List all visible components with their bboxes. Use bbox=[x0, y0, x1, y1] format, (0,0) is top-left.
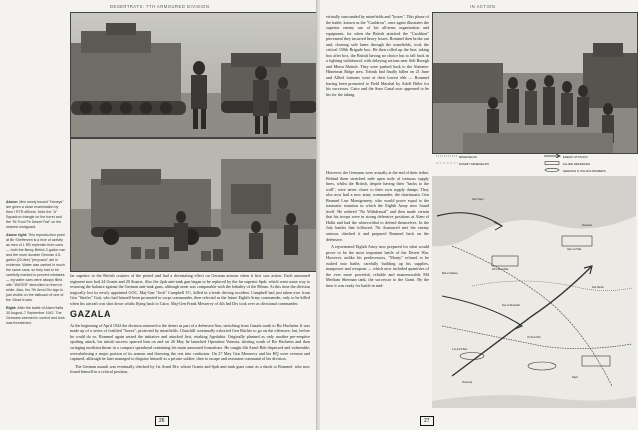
left-page bbox=[0, 0, 318, 430]
battle-map bbox=[432, 176, 636, 408]
enemy-attack-arrow-icon bbox=[544, 154, 562, 158]
legend-minefields-label: MINEFIELDS bbox=[458, 155, 477, 159]
right-top-column bbox=[326, 14, 429, 99]
right-paragraph-1: However, the Germans were actually at the end of their tether. Behind them stretched mile upon mile of tortuous supply lines, whilst the British, despite having their "backs to the wall", were never closer to their own supply dumps. They also now had a new army commander, the charismatic Gen Bernard Law Montgomery, who would prove equal to the traumatic situation in which the Eighth Army now found itself. He ordered "No Withdrawal" and then made certain that his troops were in strong defensive positions at Alam el Halfa and had the wherewithal to defend themselves. In the July battles that followed, 7th Armoured met the enemy armour, checked it and prepared Rommel back on the defensive. bbox=[326, 170, 429, 242]
legend-enemy-attacks-label: ENEMY ATTACKS bbox=[562, 155, 588, 159]
map-legend bbox=[432, 153, 636, 175]
minefields-icon bbox=[436, 154, 458, 158]
legend-german-italian-label: GERMAN & ITALIAN PANZERS bbox=[562, 169, 606, 173]
legend-enemy-attacks bbox=[544, 154, 588, 159]
caption-above-lead: Above: bbox=[6, 200, 19, 204]
map-label-ragil: Ragil bbox=[572, 376, 578, 379]
legend-minefields bbox=[436, 154, 477, 159]
photo-replenishment-point bbox=[70, 138, 318, 272]
right-page bbox=[320, 0, 638, 430]
map-label-alam-el-halfa: Alam el Halfa bbox=[567, 248, 582, 251]
dummy-minefields-icon bbox=[436, 161, 458, 165]
captions-block bbox=[6, 200, 66, 329]
map-label-4-lt-armd-bde: 4 Lt Armd Bde bbox=[452, 348, 468, 351]
caption-right bbox=[6, 306, 66, 326]
caption-above-right-lead: Above right: bbox=[6, 233, 28, 237]
caption-right-lead: Right: bbox=[6, 306, 17, 310]
gazala-paragraph-2: The German assault was eventually checked by 1st Armd Div, whose Grants and 6pdr anti-tank guns came as a shock to Rommel, who now found himself in a critical position, bbox=[70, 363, 310, 375]
photo-tanks-officers-image bbox=[71, 13, 317, 137]
right-lower-column bbox=[326, 170, 429, 290]
page-number-left: 26 bbox=[155, 416, 169, 426]
map-label-ruweisat: Ruweisat bbox=[582, 224, 592, 227]
map-label-bab-el-qattara: Bab el Qattara bbox=[442, 272, 458, 275]
photo-soldiers-group-image bbox=[433, 13, 637, 153]
legend-dummy-minefields bbox=[436, 161, 489, 166]
battle-map-drawing bbox=[432, 176, 636, 408]
map-label-7th-armd-div: 7th Armd Div bbox=[527, 336, 541, 339]
allied-defences-icon bbox=[544, 161, 562, 165]
map-label-himeimat: Himeimat bbox=[462, 381, 473, 384]
photo-replenishment-point-image bbox=[71, 139, 317, 271]
photo-tanks-officers bbox=[70, 12, 318, 138]
caption-right-text: After the battle of Alam Halfa 30 August–7 September 1942. The Germans seemed in control and Axis was threatened. bbox=[6, 306, 65, 325]
caption-above-right bbox=[6, 233, 66, 303]
right-top-paragraph: virtually surrounded by minefields and "boxes". This phase of the battle, known as the "Cauldron", once again illustrates the superior enemy use of his all-arms organisation and equipment, for when the British attacked the "Cauldron" piecemeal they incurred heavy losses. Rommel then broke out and, clearing safe lanes through the minefields, took the critical 150th Brigade box. He then rolled up the line, taking box after box, the British having no choice but to fall back in a fighting withdrawal, with delaying actions near Sidi Rezegh and Mersa Matruh. They were pushed back to the Alamein-Himeimat Ridge area. Tobruk had finally fallen on 21 June and Allied fortunes were at their lowest ebb — Rommel having been promoted to Field Marshal by Adolf Hitler for his successes. Cairo and the Suez Canal now appeared to be his for the taking. bbox=[326, 14, 429, 97]
legend-allied-defences bbox=[544, 161, 590, 166]
legend-dummy-minefields-label: DUMMY MINEFIELDS bbox=[458, 162, 489, 166]
left-body-column bbox=[70, 273, 310, 377]
right-paragraph-2: A rejuvenated Eighth Army now prepared for what would prove to be the most important battle of the Desert War. However, unlike his predecessors, "Monty" refused to be rushed into battle, carefully building up his supplies, manpower and weapons — which now included quantities of the ever more powerful, reliable and manoeuvrable M4 Medium Sherman tank, the successor to the Grant. By the time it was ready for battle in mid- bbox=[326, 244, 429, 288]
map-label-22nd-armd-bde: 22nd Armd Bde bbox=[492, 268, 509, 271]
running-head-left: DESERTRATS: 7TH ARMOURED DIVISION bbox=[110, 4, 210, 9]
caption-above bbox=[6, 200, 66, 230]
panzer-symbol-icon bbox=[544, 168, 562, 172]
legend-german-italian bbox=[544, 168, 606, 173]
page-number-right: 27 bbox=[420, 416, 434, 426]
map-label-deir-el-munassib: Deir el Munassib bbox=[502, 304, 520, 307]
caption-above-text: Men newly issued "Honeys" are given a close examination by their I RTR officers. Note the "A" Squadron triangle on the turret and the "Bi Trool Ftr Desert Rat" on the nearest mudguard. bbox=[6, 200, 64, 229]
left-body-paragraph: far superior to the British cruisers of the period and had a devastating effect on German armour when it first saw action. Each armoured regiment now had 24 Grants and 20 Stuarts. Also the 2pdr anti-tank gun began to be replaced by the far superior 6pdr, which went some way to restoring the balance against the German anti-tank guns, although none was comparable with the lethality of the 88mm. At this time the division tragically lost its newly appointed GOC, Maj-Gen "Jock" Campbell VC, killed in a freak driving accident. Campbell had just taken over from Gen "Strafer" Gott, who had himself been promoted to corps commander, then selected as the future Eighth Army commander, only to be killed when his aircraft was shot down whilst flying back to Cairo. Maj-Gen Frank Messervy of 4th Ind Div took over as divisional commander. bbox=[70, 273, 310, 306]
caption-above-right-text: This reproduction point at Bir Shefferzen is a hive of activity as men of 1 RB replenish from cans — both the flimsy British 2-gallon can and the more durable German 4.5-gallon (20-litre) "jerrycans" are in evidence. Water was carried in much the same cans, so they had to be carefully marked to prevent mistakes — eg water cans were always filled with "WATER" stencilled on them in white. Also, the 7th Armd Div sign is just visible on the tailboard of one of the 15cwt trucks. bbox=[6, 233, 66, 302]
map-label-deir-alinda: Deir Alinda bbox=[592, 286, 604, 289]
photo-soldiers-group bbox=[432, 12, 638, 154]
legend-allied-defences-label: ALLIED DEFENCES bbox=[562, 162, 591, 166]
gazala-paragraph-1: At the beginning of April 1942 the division returned to the desert as part of a defensive line, stretching from Gazala south to Bir Hacheim. It was made up of a series of fortified "boxes", protected by minefields. Churchill continually exhorted Gen Ritchie to go on the offensive, but, before he could do so, Rommel again seized the initiative and attacked first, retaking Agedabia. Originally planned as only another pre-emptive spoiling attack, his initial success spurred him on and on 26 May he launched Operation Venezia, skirting south of Bir Hacheim and then swinging north/northeast in a compact spearhead containing his main armoured formations. He caught 4th Armd Bde dispersed and vulnerable, overwhelming a major portion of its armour and throwing the rest into confusion. On 27 May Gen Messervy and his HQ were overrun and captured, although he later managed to disguise himself as a private soldier, then to escape and reassume command of his division. bbox=[70, 322, 310, 362]
map-label-alam-nayil: Alam Nayil bbox=[472, 198, 484, 201]
section-heading-gazala: GAZALA bbox=[70, 309, 112, 320]
running-head-right: IN ACTION bbox=[470, 4, 496, 9]
